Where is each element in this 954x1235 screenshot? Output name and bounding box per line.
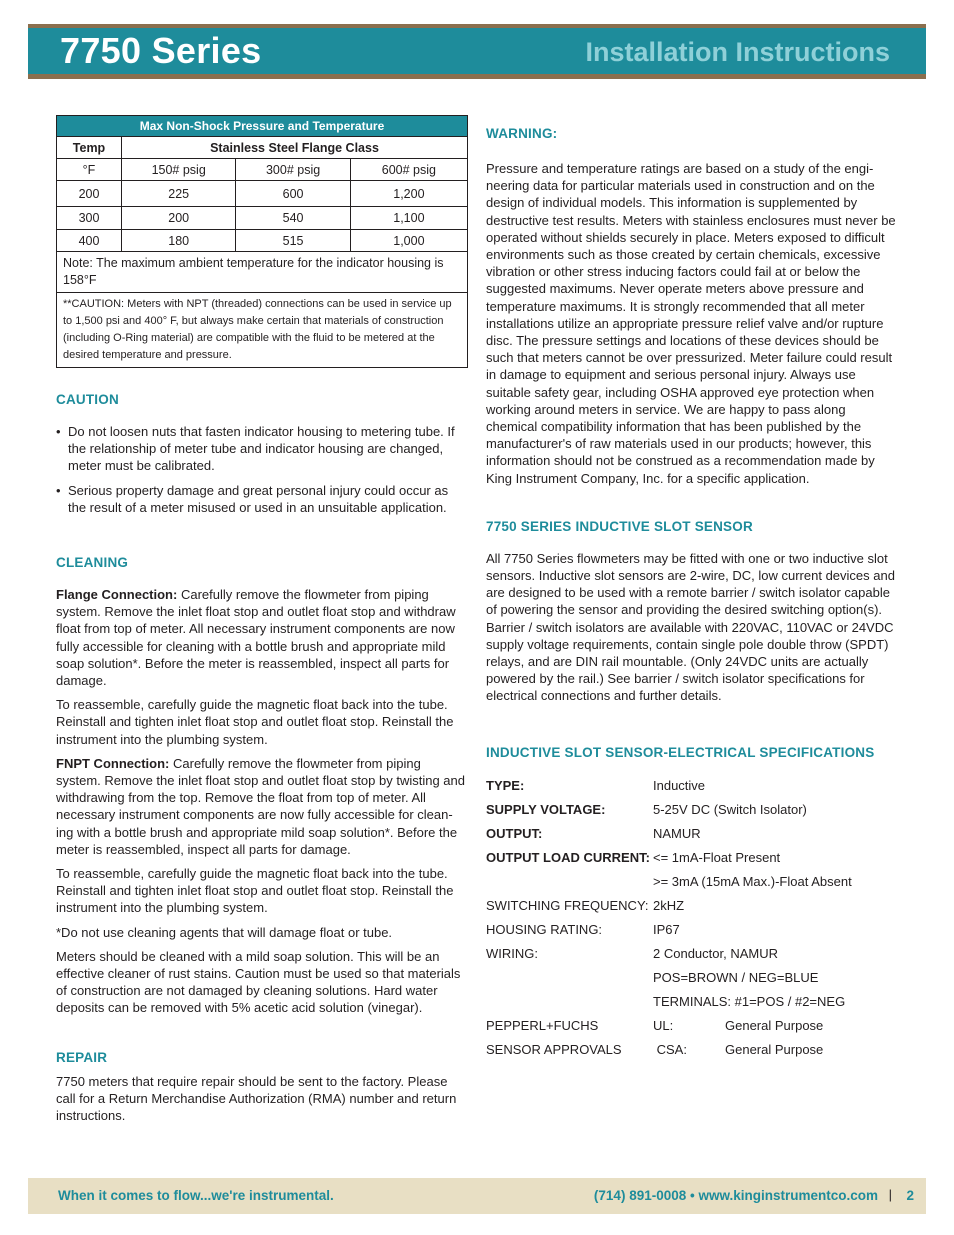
table-caption: Max Non-Shock Pressure and Temperature	[57, 116, 468, 137]
spec-value: 5-25V DC (Switch Isolator)	[653, 801, 807, 817]
table-row	[57, 230, 468, 252]
approval-row	[486, 1017, 900, 1041]
page-number: 2	[906, 1188, 914, 1203]
spec-key	[486, 993, 653, 1017]
table-cell: 1,100	[350, 207, 467, 230]
fnpt-text: Carefully remove the flowmeter from piping system. Remove the inlet float stop and outlet float stop by twisting and withdrawing from the top. Remove the float from top of meter. All necessary instrument components are now fully accessible for clean-ing with a bottle brush and appropriate mild soap solution*. Before the meter is reassembled, inspect all parts for damage.	[56, 755, 465, 857]
list-item: • Do not loosen nuts that fasten indicator housing to metering tube. If the relationship of meter tube and indicator housing are changed, meter must be calibrated.	[56, 423, 468, 475]
approval-rating: General Purpose	[725, 1041, 824, 1057]
reassemble-paragraph: To reassemble, carefully guide the magnetic float back into the tube. Reinstall and tighten inlet float stop and outlet float stop. Reinstall the instrument into the plumbing system.	[56, 697, 454, 747]
flange-text: Carefully remove the flowmeter from piping system. Remove the inlet float stop and outlet float stop and withdraw float from top of meter. All necessary instrument components are now fully accessible for cleaning with a bottle brush and appropriate mild soap solution*. Before the meter is reassembled, inspect all parts for damage.	[56, 587, 456, 689]
spec-value: IP67	[653, 921, 680, 937]
unit-cell: 300# psig	[236, 159, 350, 181]
table-cell: 225	[122, 181, 236, 207]
reassemble-paragraph: To reassemble, carefully guide the magnetic float back into the tube. Reinstall and tighten inlet float stop and outlet float stop. Reinstall the instrument into the plumbing system.	[56, 866, 454, 916]
table-row	[57, 207, 468, 230]
cleaning-heading: CLEANING	[56, 555, 129, 571]
table-cell: 600	[236, 181, 350, 207]
pressure-temperature-table	[56, 115, 468, 368]
flange-paragraph	[56, 586, 468, 689]
spec-row	[486, 873, 900, 897]
spec-value: >= 3mA (15mA Max.)-Float Absent	[653, 873, 852, 889]
spec-value: NAMUR	[653, 825, 701, 841]
spec-key: OUTPUT LOAD CURRENT:	[486, 849, 650, 865]
table-cell: 300	[57, 207, 122, 230]
table-header-temp: Temp	[57, 137, 122, 159]
sensor-paragraph: All 7750 Series flowmeters may be fitted with one or two inductive slot sensors. Inductive slot sensors are 2-wire, DC, low current devices and are designed to be used with a remote barrier / switch isolator capable of powering the sensor and providing the desired switching option(s). Barrier / switch isolators are available with 220VAC, 110VAC or 24VDC supply voltage requirements, contain single pole double throw (SPDT) relays, and are DIN rail mountable. (Only 24VDC units are actually powered by the rail.) See barrier / switch isolator specifications for electrical connections and further details.	[486, 550, 895, 704]
spec-key: SUPPLY VOLTAGE:	[486, 801, 606, 817]
page-footer	[28, 1178, 926, 1214]
spec-row	[486, 825, 900, 849]
fnpt-label: FNPT Connection:	[56, 755, 170, 771]
spec-row	[486, 993, 900, 1017]
repair-heading: REPAIR	[56, 1049, 108, 1065]
table-row	[57, 181, 468, 207]
specs-heading: INDUCTIVE SLOT SENSOR-ELECTRICAL SPECIFICATIONS	[486, 744, 875, 760]
unit-cell: 600# psig	[350, 159, 467, 181]
table-cell: 180	[122, 230, 236, 252]
spec-key	[486, 873, 653, 897]
unit-cell: 150# psig	[122, 159, 236, 181]
sensor-heading: 7750 SERIES INDUCTIVE SLOT SENSOR	[486, 518, 753, 534]
approval-row	[486, 1041, 900, 1065]
list-item: • Serious property damage and great personal injury could occur as the result of a meter misused or used in an unsuitable application.	[56, 482, 468, 516]
spec-value: 2 Conductor, NAMUR	[653, 945, 778, 961]
table-cell: 1,000	[350, 230, 467, 252]
spec-row	[486, 897, 900, 921]
cleaning-footnote: *Do not use cleaning agents that will damage float or tube.	[56, 924, 393, 940]
spec-key: OUTPUT:	[486, 825, 543, 841]
table-cell: 515	[236, 230, 350, 252]
spec-value: TERMINALS: #1=POS / #2=NEG	[653, 993, 846, 1009]
spec-value: Inductive	[653, 777, 706, 793]
spec-row	[486, 777, 900, 801]
table-cell: 540	[236, 207, 350, 230]
table-cell: 200	[122, 207, 236, 230]
table-caution-note: **CAUTION: Meters with NPT (threaded) connections can be used in service up to 1,500 psi and 400° F, but always make certain that materials of construction (including O-Ring material) are compatible with the fluid to be metered at the desired temperature and pressure.	[57, 293, 468, 368]
table-cell: 1,200	[350, 181, 467, 207]
spec-row	[486, 849, 900, 873]
table-header-class: Stainless Steel Flange Class	[122, 137, 468, 159]
spec-key: SWITCHING FREQUENCY:	[486, 897, 649, 913]
table-note: Note: The maximum ambient temperature for the indicator housing is 158°F	[57, 252, 468, 293]
page-header	[28, 28, 926, 74]
left-column	[56, 115, 468, 1131]
table-cell: 200	[57, 181, 122, 207]
unit-cell: °F	[57, 159, 122, 181]
spec-row	[486, 945, 900, 969]
specs-list	[486, 777, 900, 1065]
warning-heading: WARNING:	[486, 126, 558, 141]
footer-separator: |	[888, 1187, 892, 1202]
spec-row	[486, 801, 900, 825]
approval-agency: CSA:	[653, 1041, 687, 1057]
approval-agency: UL:	[653, 1017, 674, 1033]
spec-key	[486, 969, 653, 993]
spec-value: 2kHZ	[653, 897, 685, 913]
soap-paragraph: Meters should be cleaned with a mild soap solution. This will be an effective cleaner of rust stains. Caution must be used so that materials of construction are not damaged by cleaning solutions. Hard water deposits can be removed with 5% acetic acid solution (vinegar).	[56, 948, 461, 1016]
series-title: 7750 Series	[60, 30, 262, 71]
warning-paragraph: Pressure and temperature ratings are based on a study of the engi-neering data for particular materials used in construction and on the design of individual models. This information is supplemented by destructive test results. Meters with stainless enclosures must never be operated without shields securely in place. Meters exposed to difficult environments such as those created by certain chemicals, excessive vibration or other stress inducing factors could fail at or below the suggested maximums. Never operate meters above pressure and temperature maximums. It is strongly recommended that all meter installations utilize an appropriate pressure relief valve and/or rupture disc. The pressure settings and locations of these devices should be such that meters cannot be over pressurized. Meter failure could result in damage to equipment and serious personal injury. Always use suitable safety gear, including OSHA approved eye protection when working around meters in service. We are happy to pass along chemical compatibility information that has been published by the manufacturer's of raw materials used in our products; however, this information should not be construed as a recommendation made by King Instrument Company, Inc. for a specific application.	[486, 161, 896, 486]
footer-slogan: When it comes to flow...we're instrumental.	[58, 1188, 334, 1203]
caution-heading: CAUTION	[56, 392, 119, 407]
spec-row	[486, 921, 900, 945]
spec-row	[486, 969, 900, 993]
right-column	[486, 126, 900, 1065]
document-subtitle: Installation Instructions	[585, 37, 890, 67]
spec-key: HOUSING RATING:	[486, 921, 603, 937]
spec-key: WIRING:	[486, 945, 538, 961]
header-bottom-rule	[28, 74, 926, 79]
approval-rating: General Purpose	[725, 1017, 824, 1033]
caution-list	[56, 423, 468, 516]
footer-contact: (714) 891-0008 • www.kinginstrumentco.com	[593, 1188, 878, 1203]
table-cell: 400	[57, 230, 122, 252]
repair-paragraph: 7750 meters that require repair should be sent to the factory. Please call for a Return Merchandise Authorization (RMA) number and return instructions.	[56, 1073, 457, 1124]
flange-label: Flange Connection:	[56, 587, 178, 603]
spec-key: TYPE:	[486, 777, 525, 793]
approval-key: SENSOR APPROVALS	[486, 1041, 622, 1057]
spec-value: POS=BROWN / NEG=BLUE	[653, 969, 819, 985]
fnpt-paragraph	[56, 755, 468, 858]
spec-value: <= 1mA-Float Present	[653, 849, 781, 865]
approval-key: PEPPERL+FUCHS	[486, 1017, 599, 1033]
